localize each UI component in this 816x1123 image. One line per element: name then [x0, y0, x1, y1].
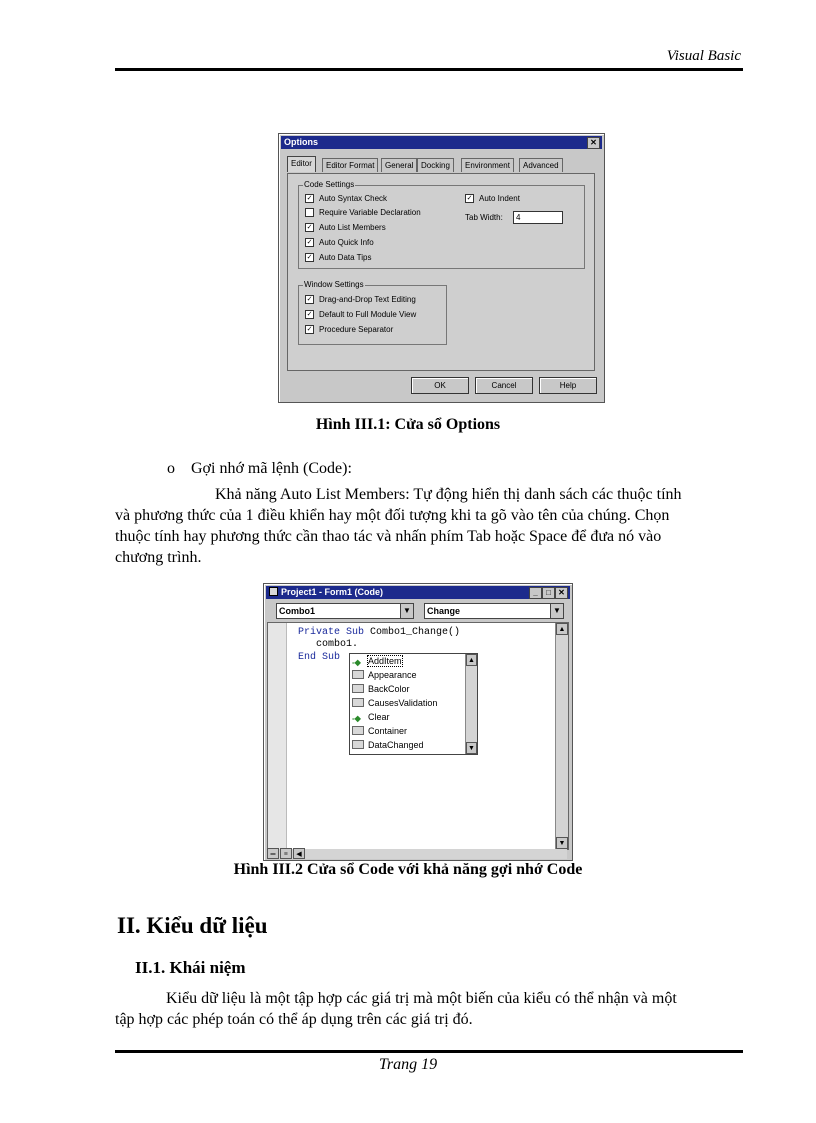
- close-icon[interactable]: ✕: [555, 587, 568, 599]
- minimize-icon[interactable]: _: [529, 587, 542, 599]
- paragraph-1-line-3: thuộc tính hay phương thức cần thao tác và nhấn phím Tab hoặc Space để đưa nó vào: [115, 528, 662, 545]
- property-icon: [352, 740, 364, 749]
- property-icon: [352, 698, 364, 707]
- code-settings-group: [298, 180, 585, 269]
- footer-rule: [115, 1050, 743, 1053]
- page-number: Trang 19: [378, 1056, 438, 1073]
- code-text: combo1.: [316, 639, 359, 650]
- scroll-up-icon[interactable]: ▲: [556, 623, 568, 635]
- figure-caption-1: Hình III.1: Cửa sổ Options: [315, 416, 501, 433]
- list-item[interactable]: [352, 669, 417, 681]
- code-settings-legend: Code Settings: [304, 180, 355, 189]
- member-name: Appearance: [368, 670, 417, 680]
- tab-editor-format[interactable]: Editor Format: [322, 158, 378, 172]
- window-settings-legend: Window Settings: [304, 280, 364, 289]
- header-rule: [115, 68, 743, 71]
- checkbox-drag-and-drop[interactable]: [305, 295, 416, 305]
- bullet-item: [167, 460, 352, 478]
- paragraph-2-line-2: tập hợp các phép toán có thể áp dụng trên các giá trị đó.: [115, 1011, 473, 1028]
- list-item[interactable]: [352, 697, 437, 709]
- member-name: Clear: [368, 712, 390, 722]
- checkbox-label: Default to Full Module View: [319, 310, 417, 319]
- procedure-view-icon[interactable]: ═: [267, 848, 279, 859]
- options-title-bar: [281, 136, 602, 149]
- checkbox-procedure-separator[interactable]: [305, 325, 393, 335]
- checkbox-box[interactable]: ✓: [306, 311, 313, 319]
- checkbox-auto-indent[interactable]: [465, 194, 520, 204]
- checkbox-box[interactable]: ✓: [306, 254, 313, 262]
- tab-editor[interactable]: Editor: [287, 156, 316, 172]
- cancel-button[interactable]: Cancel: [475, 377, 533, 394]
- options-dialog: [278, 133, 605, 403]
- method-icon: -◆: [352, 714, 361, 723]
- editor-margin: [268, 623, 287, 849]
- paragraph-1-line-4: chương trình.: [115, 549, 202, 566]
- object-combo[interactable]: [276, 603, 414, 619]
- checkbox-auto-list-members[interactable]: [305, 223, 386, 233]
- method-icon: -◆: [352, 658, 361, 667]
- help-button[interactable]: Help: [539, 377, 597, 394]
- section-heading: II. Kiểu dữ liệu: [117, 913, 268, 938]
- tab-width-label: Tab Width:: [465, 213, 503, 222]
- checkbox-box[interactable]: [305, 208, 314, 217]
- code-text: Combo1_Change(): [364, 627, 461, 638]
- close-icon[interactable]: ✕: [587, 137, 600, 149]
- form-icon: [269, 587, 278, 596]
- code-line-1: [298, 627, 460, 639]
- list-item[interactable]: [352, 711, 390, 723]
- bullet-text: Gợi nhớ mã lệnh (Code):: [191, 460, 352, 477]
- checkbox-label: Procedure Separator: [319, 325, 394, 334]
- procedure-combo[interactable]: [424, 603, 564, 619]
- checkbox-require-variable-declaration[interactable]: [305, 208, 421, 218]
- checkbox-box[interactable]: ✓: [306, 239, 313, 247]
- member-name: AddItem: [368, 656, 402, 666]
- checkbox-label: Auto Quick Info: [319, 238, 374, 247]
- paragraph-1-line-2: và phương thức của 1 điều khiển hay một đối tượng khi ta gõ vào tên của chúng. Chọn: [115, 507, 670, 524]
- member-name: Container: [368, 726, 408, 736]
- running-header: Visual Basic: [666, 48, 741, 64]
- options-title: Options: [284, 137, 318, 147]
- scroll-left-icon[interactable]: ◀: [293, 848, 305, 859]
- maximize-icon[interactable]: □: [542, 587, 555, 599]
- code-window-title: Project1 - Form1 (Code): [281, 587, 384, 597]
- list-item[interactable]: [352, 725, 407, 737]
- tab-width-field[interactable]: 4: [513, 211, 563, 224]
- checkbox-auto-data-tips[interactable]: [305, 253, 371, 263]
- ok-button[interactable]: OK: [411, 377, 469, 394]
- list-item[interactable]: [352, 683, 410, 695]
- code-window-title-bar: [266, 586, 570, 599]
- checkbox-label: Drag-and-Drop Text Editing: [319, 295, 416, 304]
- editor-tab-panel: [287, 173, 595, 371]
- checkbox-box[interactable]: ✓: [306, 296, 313, 304]
- checkbox-label: Auto Data Tips: [319, 253, 372, 262]
- checkbox-label: Require Variable Declaration: [319, 208, 421, 217]
- paragraph-1-line-1: Khả năng Auto List Members: Tự động hiển thị danh sách các thuộc tính: [215, 486, 682, 503]
- checkbox-box[interactable]: ✓: [306, 224, 313, 232]
- property-icon: [352, 684, 364, 693]
- subsection-heading: II.1. Khái niệm: [135, 958, 246, 977]
- checkbox-label: Auto Indent: [479, 194, 520, 203]
- checkbox-box[interactable]: ✓: [306, 195, 313, 203]
- member-name: BackColor: [368, 684, 410, 694]
- full-module-view-icon[interactable]: ≡: [280, 848, 292, 859]
- bullet-marker: o: [167, 460, 175, 477]
- tab-docking[interactable]: Docking: [417, 158, 454, 172]
- popup-scrollbar[interactable]: [465, 654, 477, 754]
- code-line-2: [316, 639, 358, 651]
- editor-vertical-scrollbar[interactable]: [555, 623, 568, 849]
- checkbox-box[interactable]: ✓: [306, 326, 313, 334]
- object-combo-value: Combo1: [279, 606, 315, 616]
- tab-environment[interactable]: Environment: [461, 158, 514, 172]
- property-icon: [352, 726, 364, 735]
- property-icon: [352, 670, 364, 679]
- scroll-down-icon[interactable]: ▼: [556, 837, 568, 849]
- auto-list-members-popup[interactable]: [349, 653, 478, 755]
- list-item[interactable]: [352, 655, 402, 667]
- checkbox-box[interactable]: ✓: [466, 195, 473, 203]
- checkbox-label: Auto List Members: [319, 223, 386, 232]
- checkbox-full-module-view[interactable]: [305, 310, 416, 320]
- member-name: CausesValidation: [368, 698, 438, 708]
- paragraph-2-line-1: Kiểu dữ liệu là một tập hợp các giá trị mà một biến của kiểu có thể nhận và một: [166, 990, 677, 1007]
- code-line-3: [298, 652, 340, 664]
- figure-caption-2: Hình III.2 Cửa sổ Code với khả năng gợi nhớ Code: [233, 861, 583, 878]
- checkbox-label: Auto Syntax Check: [319, 194, 388, 203]
- scroll-up-icon[interactable]: ▲: [466, 654, 477, 666]
- window-settings-group: [298, 280, 447, 345]
- list-item[interactable]: [352, 739, 424, 751]
- checkbox-auto-quick-info[interactable]: [305, 238, 374, 248]
- chevron-down-icon[interactable]: ▼: [550, 604, 563, 618]
- procedure-combo-value: Change: [427, 606, 461, 616]
- checkbox-auto-syntax-check[interactable]: [305, 194, 387, 204]
- keyword: End Sub: [298, 652, 341, 663]
- chevron-down-icon[interactable]: ▼: [400, 604, 413, 618]
- editor-horizontal-scrollbar[interactable]: [267, 849, 567, 859]
- code-editor[interactable]: [267, 622, 569, 850]
- member-name: DataChanged: [368, 740, 424, 750]
- code-window: [263, 583, 573, 861]
- tab-advanced[interactable]: Advanced: [519, 158, 563, 172]
- keyword: Private Sub: [298, 627, 365, 638]
- tab-general[interactable]: General: [381, 158, 417, 172]
- scroll-down-icon[interactable]: ▼: [466, 742, 477, 754]
